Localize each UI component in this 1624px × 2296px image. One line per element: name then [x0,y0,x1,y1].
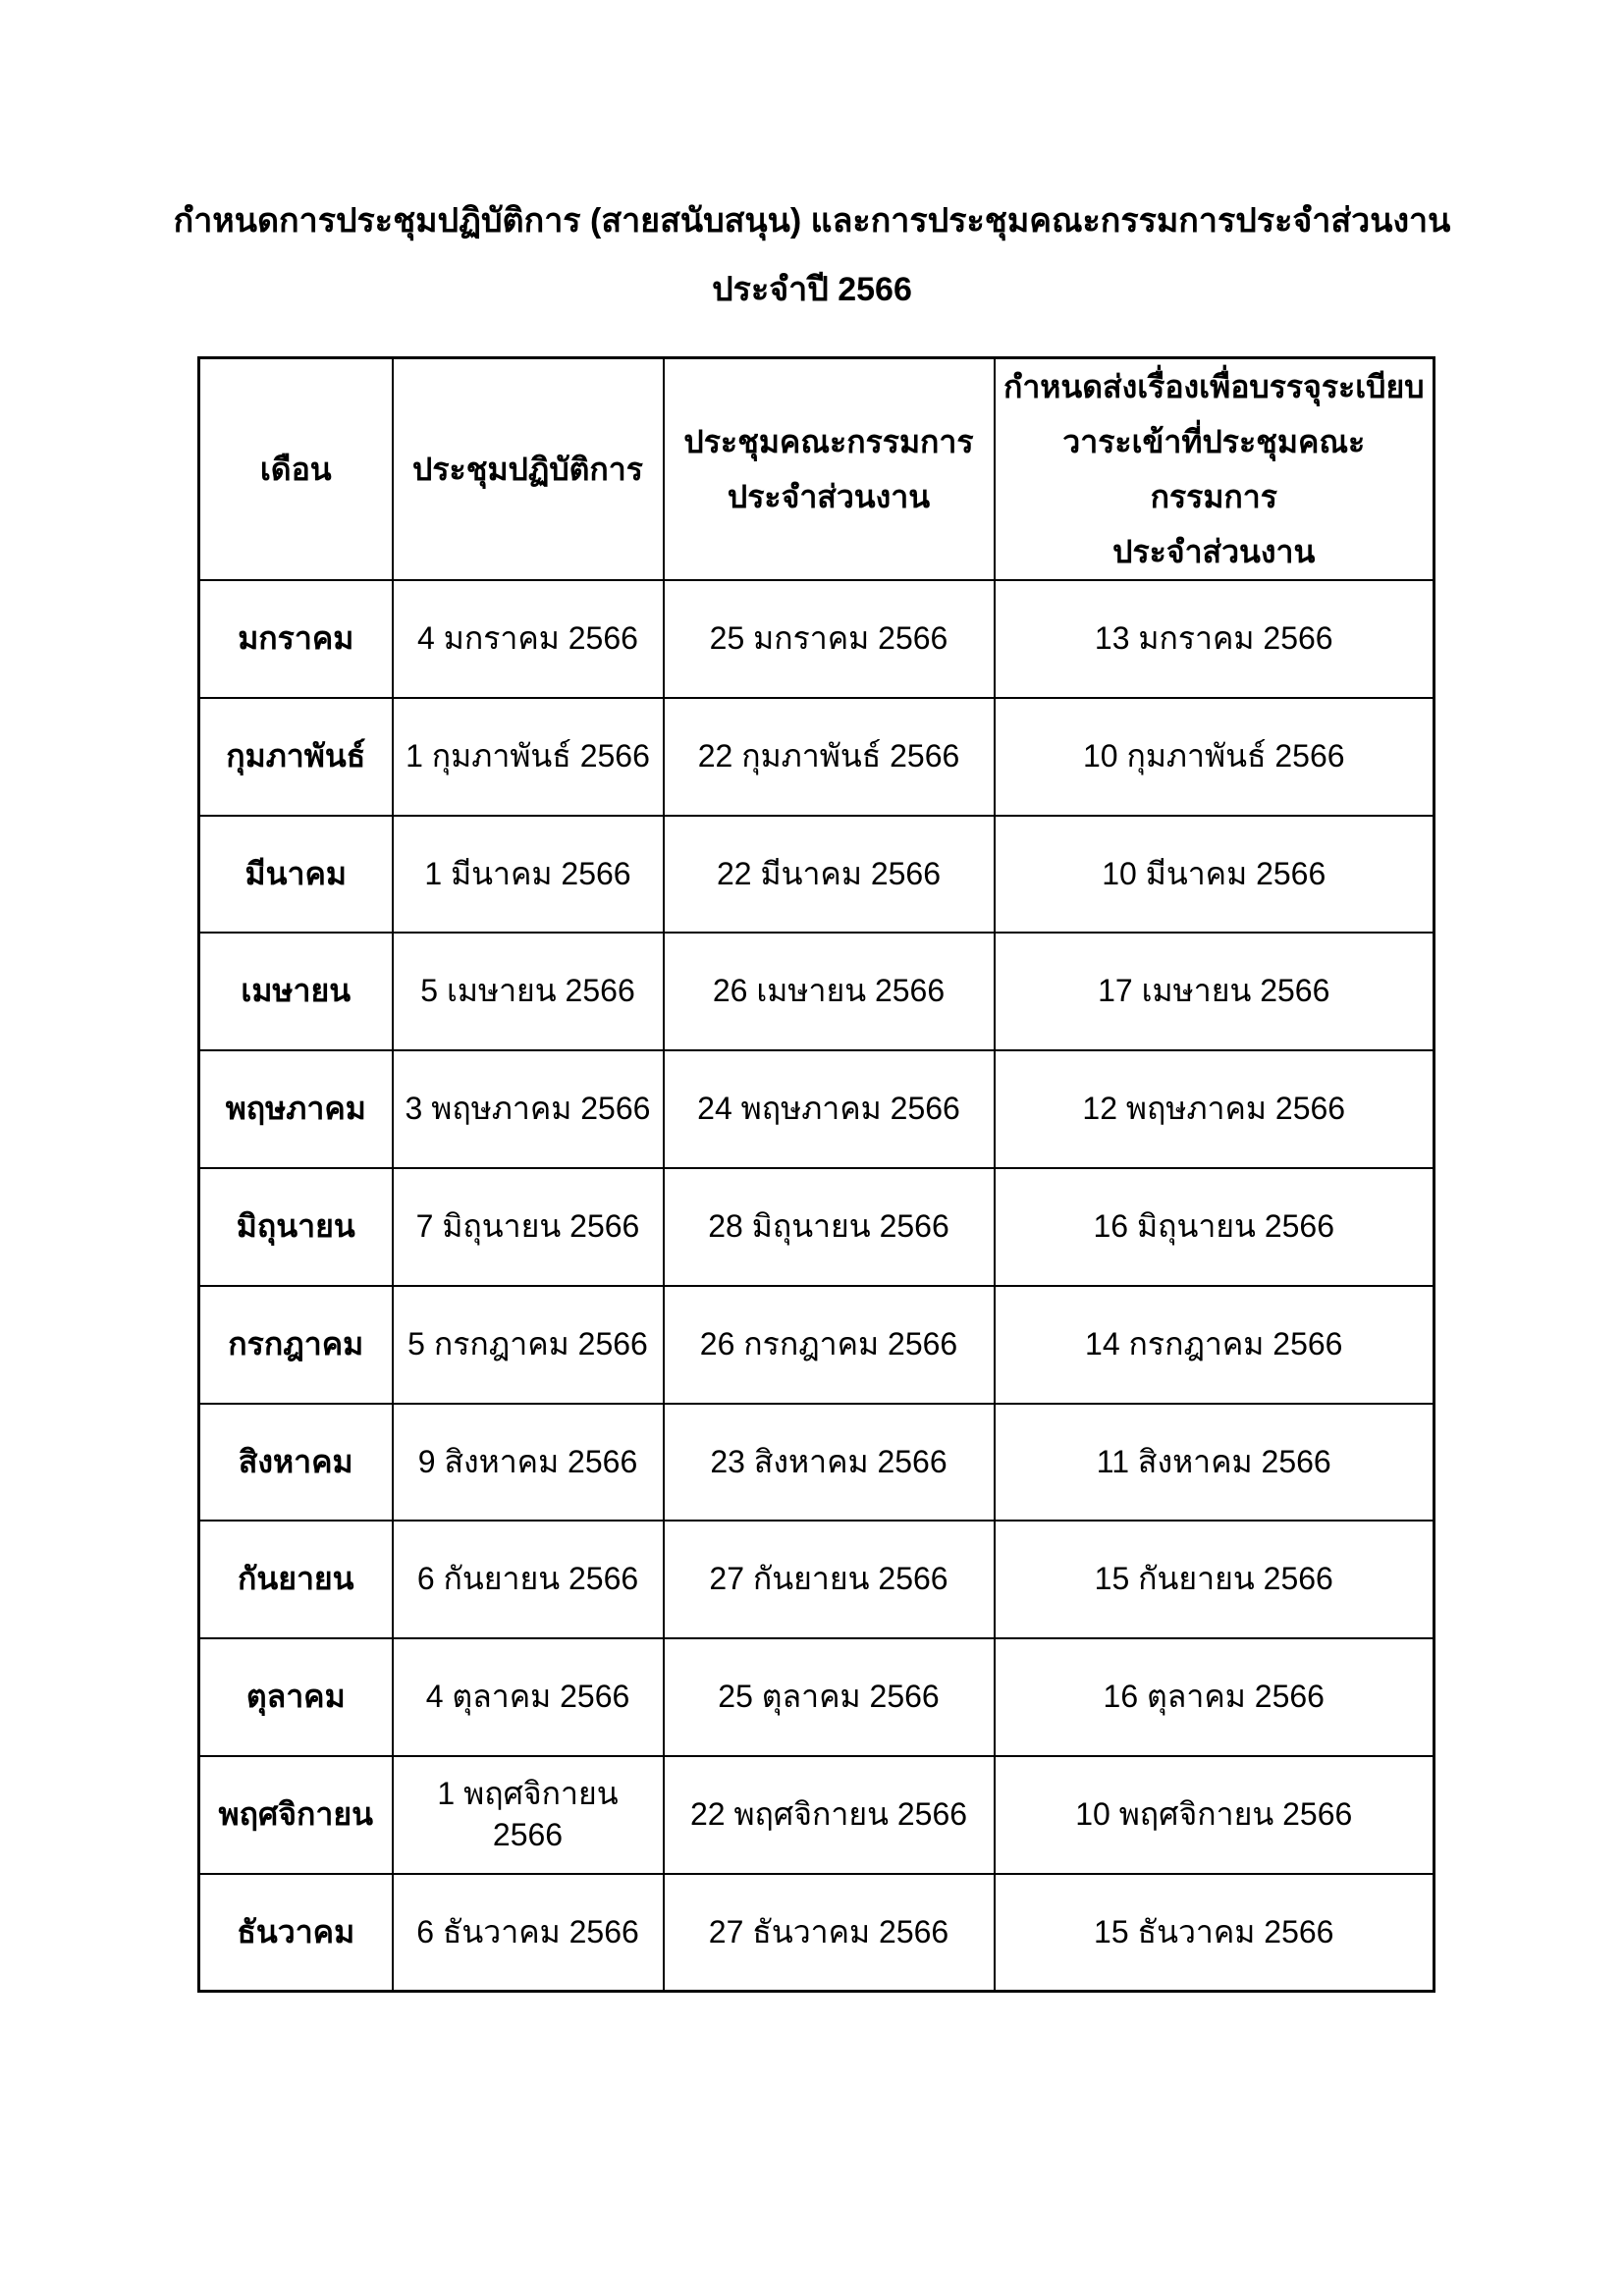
table-row [199,1404,1435,1522]
table-row [199,1050,1435,1168]
header-line: ประชุมปฏิบัติการ [412,452,643,487]
agenda-deadline-cell: 12 พฤษภาคม 2566 [995,1050,1435,1168]
committee-meeting-cell: 27 กันยายน 2566 [664,1521,995,1638]
operational-meeting-cell: 4 มกราคม 2566 [393,580,664,698]
agenda-deadline-cell: 11 สิงหาคม 2566 [995,1404,1435,1522]
table-row [199,580,1435,698]
table-row [199,1874,1435,1992]
operational-meeting-cell: 1 พฤศจิกายน 2566 [393,1756,664,1874]
agenda-deadline-cell: 14 กรกฎาคม 2566 [995,1286,1435,1404]
agenda-deadline-cell: 16 มิถุนายน 2566 [995,1168,1435,1286]
header-line: เดือน [259,452,332,487]
table-row [199,933,1435,1050]
month-cell: เมษายน [199,933,393,1050]
month-cell: พฤษภาคม [199,1050,393,1168]
agenda-deadline-cell: 13 มกราคม 2566 [995,580,1435,698]
committee-meeting-cell: 25 มกราคม 2566 [664,580,995,698]
header-line: วาระเข้าที่ประชุมคณะกรรมการ [1062,424,1366,514]
operational-meeting-cell: 6 กันยายน 2566 [393,1521,664,1638]
month-cell: พฤศจิกายน [199,1756,393,1874]
operational-meeting-cell: 9 สิงหาคม 2566 [393,1404,664,1522]
committee-meeting-cell: 22 กุมภาพันธ์ 2566 [664,698,995,816]
table-row [199,1286,1435,1404]
header-row [199,358,1435,581]
agenda-deadline-cell: 10 กุมภาพันธ์ 2566 [995,698,1435,816]
committee-meeting-cell: 23 สิงหาคม 2566 [664,1404,995,1522]
header-line: กำหนดส่งเรื่องเพื่อบรรจุระเบียบ [1002,369,1425,404]
operational-meeting-cell: 6 ธันวาคม 2566 [393,1874,664,1992]
table-row [199,1638,1435,1756]
committee-meeting-cell: 26 กรกฎาคม 2566 [664,1286,995,1404]
month-cell: กันยายน [199,1521,393,1638]
table-row [199,816,1435,934]
document-title-line1: กำหนดการประชุมปฏิบัติการ (สายสนับสนุน) และการประชุมคณะกรรมการประจำส่วนงาน [173,202,1451,240]
month-cell: มกราคม [199,580,393,698]
document-title [0,187,1624,324]
operational-meeting-cell: 5 เมษายน 2566 [393,933,664,1050]
column-header-operational-meeting [393,358,664,581]
table-row [199,1756,1435,1874]
operational-meeting-cell: 1 กุมภาพันธ์ 2566 [393,698,664,816]
committee-meeting-cell: 27 ธันวาคม 2566 [664,1874,995,1992]
agenda-deadline-cell: 16 ตุลาคม 2566 [995,1638,1435,1756]
operational-meeting-cell: 1 มีนาคม 2566 [393,816,664,934]
month-cell: มิถุนายน [199,1168,393,1286]
agenda-deadline-cell: 15 กันยายน 2566 [995,1521,1435,1638]
schedule-table [197,356,1435,1993]
agenda-deadline-cell: 10 มีนาคม 2566 [995,816,1435,934]
document-title-line2: ประจำปี 2566 [712,271,912,308]
month-cell: กุมภาพันธ์ [199,698,393,816]
header-line: ประจำส่วนงาน [1112,534,1316,569]
month-cell: สิงหาคม [199,1404,393,1522]
month-cell: ธันวาคม [199,1874,393,1992]
column-header-committee-meeting [664,358,995,581]
column-header-agenda-deadline [995,358,1435,581]
agenda-deadline-cell: 17 เมษายน 2566 [995,933,1435,1050]
month-cell: ตุลาคม [199,1638,393,1756]
operational-meeting-cell: 4 ตุลาคม 2566 [393,1638,664,1756]
header-line: ประจำส่วนงาน [727,479,931,514]
header-line: ประชุมคณะกรรมการ [683,424,974,459]
committee-meeting-cell: 28 มิถุนายน 2566 [664,1168,995,1286]
committee-meeting-cell: 22 พฤศจิกายน 2566 [664,1756,995,1874]
month-cell: กรกฎาคม [199,1286,393,1404]
committee-meeting-cell: 22 มีนาคม 2566 [664,816,995,934]
committee-meeting-cell: 24 พฤษภาคม 2566 [664,1050,995,1168]
table-row [199,1168,1435,1286]
operational-meeting-cell: 5 กรกฎาคม 2566 [393,1286,664,1404]
table-row [199,1521,1435,1638]
table-row [199,698,1435,816]
agenda-deadline-cell: 15 ธันวาคม 2566 [995,1874,1435,1992]
committee-meeting-cell: 25 ตุลาคม 2566 [664,1638,995,1756]
agenda-deadline-cell: 10 พฤศจิกายน 2566 [995,1756,1435,1874]
committee-meeting-cell: 26 เมษายน 2566 [664,933,995,1050]
operational-meeting-cell: 3 พฤษภาคม 2566 [393,1050,664,1168]
operational-meeting-cell: 7 มิถุนายน 2566 [393,1168,664,1286]
month-cell: มีนาคม [199,816,393,934]
column-header-month [199,358,393,581]
